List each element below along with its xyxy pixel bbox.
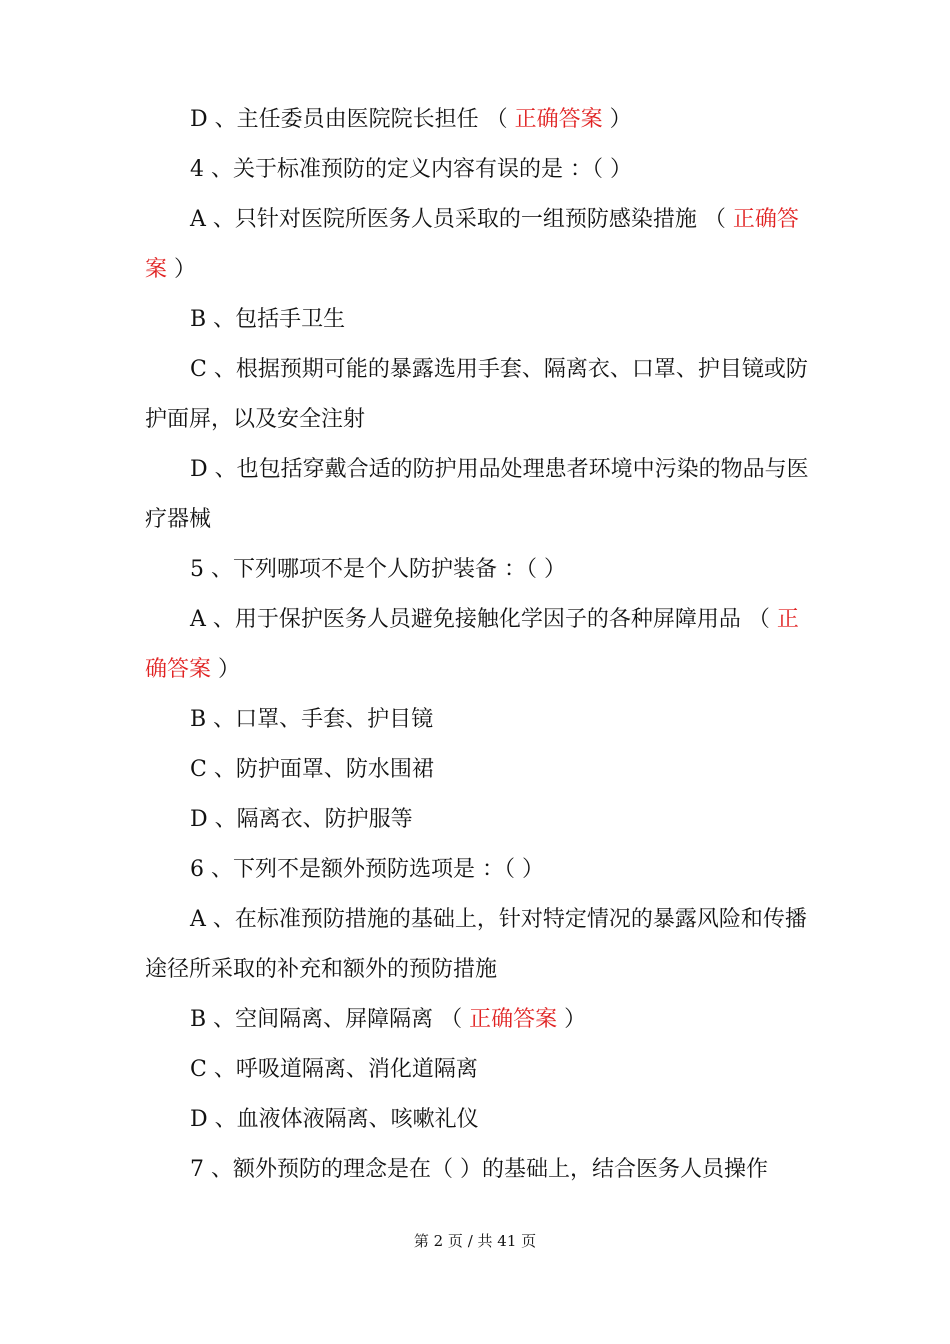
document-body xyxy=(145,95,817,1195)
page-footer: 第 2 页 / 共 41 页 xyxy=(413,1232,537,1250)
line-text: B 、空间隔离、屏障隔离 （ xyxy=(190,1007,470,1032)
line-text: A 、只针对医院所医务人员采取的一组预防感染措施 （ xyxy=(190,207,733,232)
line-text: D 、血液体液隔离、咳嗽礼仪 xyxy=(190,1107,479,1132)
line-tail: ） xyxy=(557,1007,587,1032)
text-line xyxy=(145,345,817,395)
line-text: C 、呼吸道隔离、消化道隔离 xyxy=(190,1057,478,1082)
correct-answer-marker: 案 xyxy=(145,257,168,282)
text-line xyxy=(145,1095,817,1145)
text-line xyxy=(145,745,817,795)
correct-answer-marker: 正 xyxy=(776,607,799,632)
correct-answer-marker: 正确答案 xyxy=(469,1007,558,1032)
line-text: B 、口罩、手套、护目镜 xyxy=(190,707,434,732)
line-text: C 、根据预期可能的暴露选用手套、隔离衣、口罩、护目镜或防 xyxy=(190,357,808,382)
text-line xyxy=(145,395,817,445)
line-text: C 、防护面罩、防水围裙 xyxy=(190,757,434,782)
text-line xyxy=(145,845,817,895)
line-text: 4 、关于标准预防的定义内容有误的是 ：（ ） xyxy=(190,157,632,182)
text-line xyxy=(145,195,817,245)
text-line xyxy=(145,245,817,295)
line-text: 疗器械 xyxy=(145,507,212,532)
line-text: A 、用于保护医务人员避免接触化学因子的各种屏障用品 （ xyxy=(190,607,777,632)
line-tail: ） xyxy=(211,657,241,682)
text-line xyxy=(145,595,817,645)
line-text: 护面屏，以及安全注射 xyxy=(145,407,366,432)
text-line xyxy=(145,445,817,495)
line-text: A 、在标准预防措施的基础上，针对特定情况的暴露风险和传播 xyxy=(190,907,807,932)
correct-answer-marker: 确答案 xyxy=(145,657,212,682)
line-tail: ） xyxy=(602,107,632,132)
text-line xyxy=(145,295,817,345)
line-text: B 、包括手卫生 xyxy=(190,307,346,332)
correct-answer-marker: 正确答案 xyxy=(514,107,603,132)
text-line xyxy=(145,795,817,845)
line-text: 5 、下列哪项不是个人防护装备 ：（ ） xyxy=(190,557,566,582)
text-line xyxy=(145,895,817,945)
text-line xyxy=(145,1045,817,1095)
text-line xyxy=(145,645,817,695)
text-line xyxy=(145,545,817,595)
line-text: 途径所采取的补充和额外的预防措施 xyxy=(145,957,498,982)
line-text: 7 、额外预防的理念是在（ ）的基础上，结合医务人员操作 xyxy=(190,1157,768,1182)
text-line xyxy=(145,995,817,1045)
line-text: D 、也包括穿戴合适的防护用品处理患者环境中污染的物品与医 xyxy=(190,457,809,482)
line-text: D 、隔离衣、防护服等 xyxy=(190,807,413,832)
text-line xyxy=(145,495,817,545)
text-line xyxy=(145,695,817,745)
line-tail: ） xyxy=(167,257,197,282)
text-line xyxy=(145,1145,817,1195)
line-text: 6 、下列不是额外预防选项是 ：（ ） xyxy=(190,857,544,882)
correct-answer-marker: 正确答 xyxy=(732,207,799,232)
text-line xyxy=(145,945,817,995)
text-line xyxy=(145,145,817,195)
text-line xyxy=(145,95,817,145)
line-text: D 、主任委员由医院院长担任 （ xyxy=(190,107,515,132)
